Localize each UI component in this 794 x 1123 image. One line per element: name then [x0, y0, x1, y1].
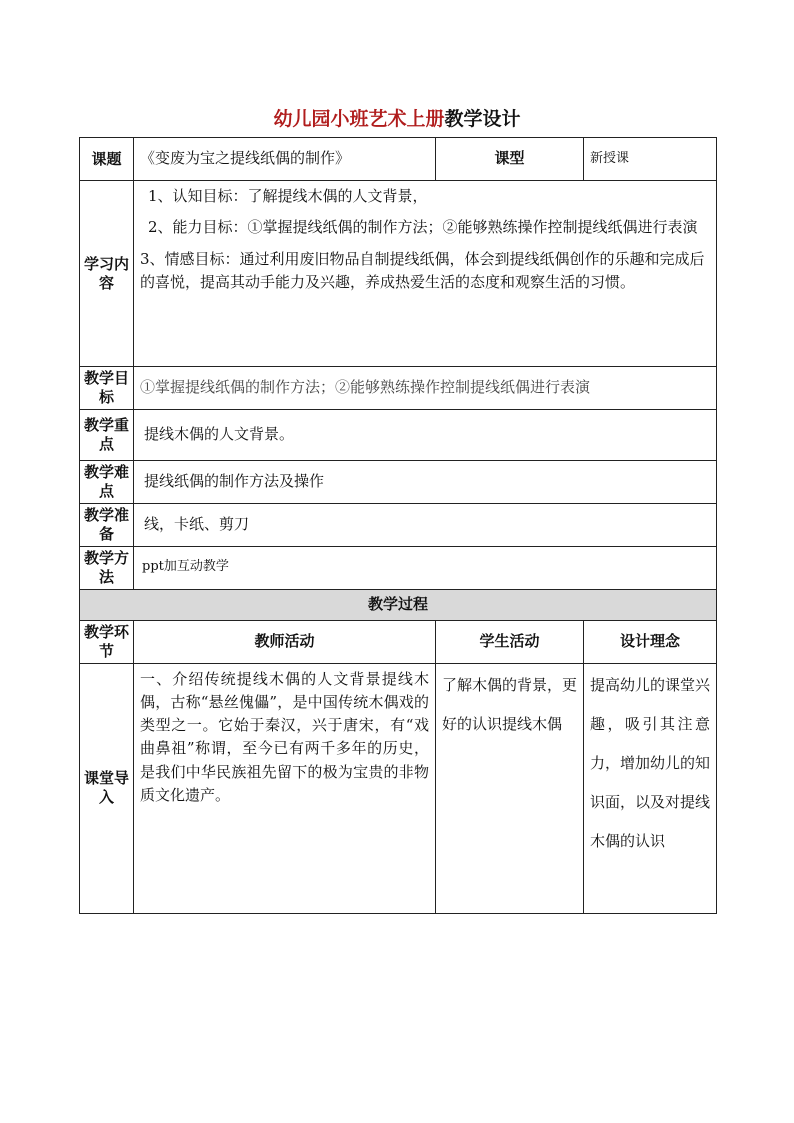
goal-ability: 2、能力目标：①掌握提线纸偶的制作方法；②能够熟练操作控制提线纸偶进行表演 — [148, 218, 698, 237]
row-method — [80, 546, 717, 589]
lesson-plan-table — [79, 137, 717, 914]
design-rationale: 提高幼儿的课堂兴趣，吸引其注意力，增加幼儿的知识面，以及对提线木偶的认识 — [584, 663, 717, 913]
title-course: 幼儿园小班艺术上册 — [273, 108, 445, 130]
key-value: 提线木偶的人文背景。 — [134, 409, 717, 460]
key-label: 教学重点 — [80, 409, 134, 460]
col-design: 设计理念 — [584, 620, 717, 663]
topic-value: 《变废为宝之提线纸偶的制作》 — [134, 138, 436, 181]
difficulty-label: 教学难点 — [80, 460, 134, 503]
student-activity: 了解木偶的背景，更好的认识提线木偶 — [436, 663, 584, 913]
goal-emotion: 3、情感目标：通过利用废旧物品自制提线纸偶，体会到提线纸偶创作的乐趣和完成后的喜悦，提高其动手能力及兴趣，养成热爱生活的态度和观察生活的习惯。 — [140, 249, 705, 291]
prep-label: 教学准备 — [80, 503, 134, 546]
type-value: 新授课 — [584, 138, 717, 181]
row-process-columns — [80, 620, 717, 663]
col-teacher: 教师活动 — [134, 620, 436, 663]
prep-value: 线，卡纸、剪刀 — [134, 503, 717, 546]
teacher-activity: 一、介绍传统提线木偶的人文背景提线木偶，古称“悬丝傀儡”，是中国传统木偶戏的类型之一。它始于秦汉，兴于唐宋，有“戏曲鼻祖”称谓，至今已有两千多年的历史，是我们中华民族祖先留下的极为宝贵的非物质文化遗产。 — [134, 663, 436, 913]
type-label: 课型 — [436, 138, 584, 181]
objective-label: 教学目标 — [80, 367, 134, 410]
objective-value: ①掌握提线纸偶的制作方法；②能够熟练操作控制提线纸偶进行表演 — [134, 367, 717, 410]
content-label: 学习内容 — [80, 181, 134, 367]
stage-label: 课堂导入 — [80, 663, 134, 913]
title-suffix: 教学设计 — [444, 108, 521, 130]
row-objective — [80, 367, 717, 410]
topic-label: 课题 — [80, 138, 134, 181]
row-topic — [80, 138, 717, 181]
method-value: ppt加互动教学 — [134, 546, 717, 589]
process-header: 教学过程 — [80, 589, 717, 620]
col-student: 学生活动 — [436, 620, 584, 663]
col-stage: 教学环节 — [80, 620, 134, 663]
page-title — [0, 104, 794, 131]
method-label: 教学方法 — [80, 546, 134, 589]
row-content — [80, 181, 717, 367]
row-intro-stage — [80, 663, 717, 913]
content-goals — [134, 181, 717, 367]
row-difficulty — [80, 460, 717, 503]
row-process-header — [80, 589, 717, 620]
row-prep — [80, 503, 717, 546]
goal-cognitive: 1、认知目标：了解提线木偶的人文背景， — [148, 187, 428, 205]
row-key — [80, 409, 717, 460]
difficulty-value: 提线纸偶的制作方法及操作 — [134, 460, 717, 503]
